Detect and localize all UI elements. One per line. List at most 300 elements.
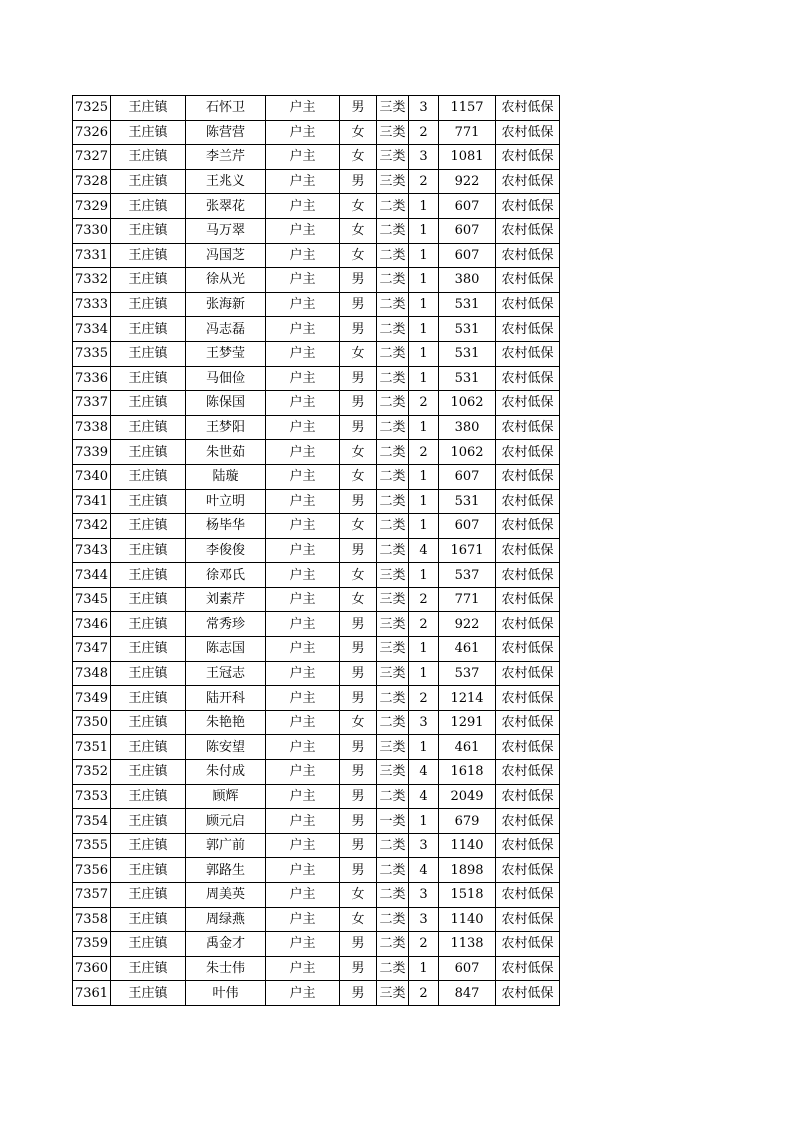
amount-cell: 1140 (439, 907, 496, 932)
row-number: 7335 (73, 341, 111, 366)
table-row (73, 981, 560, 1006)
row-number: 7357 (73, 883, 111, 908)
sex-cell: 男 (340, 489, 377, 514)
assistance-type-cell: 农村低保 (496, 538, 560, 563)
amount-cell: 922 (439, 612, 496, 637)
row-number: 7344 (73, 563, 111, 588)
amount-cell: 607 (439, 464, 496, 489)
role-cell: 户主 (266, 809, 340, 834)
row-number: 7328 (73, 169, 111, 194)
role-cell: 户主 (266, 341, 340, 366)
assistance-type-cell: 农村低保 (496, 243, 560, 268)
sex-cell: 男 (340, 809, 377, 834)
sex-cell: 男 (340, 612, 377, 637)
household-count-cell: 4 (409, 760, 439, 785)
amount-cell: 1671 (439, 538, 496, 563)
household-count-cell: 1 (409, 341, 439, 366)
town-cell: 王庄镇 (111, 145, 186, 170)
table-row (73, 637, 560, 662)
household-count-cell: 1 (409, 563, 439, 588)
assistance-type-cell: 农村低保 (496, 317, 560, 342)
town-cell: 王庄镇 (111, 391, 186, 416)
table-row (73, 883, 560, 908)
amount-cell: 537 (439, 661, 496, 686)
town-cell: 王庄镇 (111, 661, 186, 686)
class-cell: 三类 (377, 760, 409, 785)
row-number: 7339 (73, 440, 111, 465)
household-count-cell: 1 (409, 464, 439, 489)
row-number: 7355 (73, 833, 111, 858)
town-cell: 王庄镇 (111, 858, 186, 883)
table-row (73, 587, 560, 612)
row-number: 7326 (73, 120, 111, 145)
amount-cell: 1618 (439, 760, 496, 785)
row-number: 7347 (73, 637, 111, 662)
amount-cell: 607 (439, 243, 496, 268)
assistance-type-cell: 农村低保 (496, 710, 560, 735)
sex-cell: 男 (340, 415, 377, 440)
row-number: 7325 (73, 96, 111, 121)
assistance-type-cell: 农村低保 (496, 194, 560, 219)
row-number: 7358 (73, 907, 111, 932)
row-number: 7346 (73, 612, 111, 637)
sex-cell: 女 (340, 341, 377, 366)
town-cell: 王庄镇 (111, 120, 186, 145)
row-number: 7343 (73, 538, 111, 563)
class-cell: 三类 (377, 587, 409, 612)
sex-cell: 女 (340, 194, 377, 219)
class-cell: 二类 (377, 218, 409, 243)
table-row (73, 268, 560, 293)
town-cell: 王庄镇 (111, 464, 186, 489)
household-count-cell: 3 (409, 883, 439, 908)
role-cell: 户主 (266, 956, 340, 981)
household-count-cell: 4 (409, 858, 439, 883)
name-cell: 陆璇 (186, 464, 266, 489)
table-row (73, 317, 560, 342)
household-count-cell: 3 (409, 710, 439, 735)
class-cell: 二类 (377, 710, 409, 735)
row-number: 7345 (73, 587, 111, 612)
table-row (73, 341, 560, 366)
class-cell: 二类 (377, 858, 409, 883)
assistance-type-cell: 农村低保 (496, 883, 560, 908)
name-cell: 陆开科 (186, 686, 266, 711)
town-cell: 王庄镇 (111, 907, 186, 932)
table-row (73, 563, 560, 588)
household-count-cell: 4 (409, 538, 439, 563)
role-cell: 户主 (266, 587, 340, 612)
household-count-cell: 1 (409, 292, 439, 317)
name-cell: 张翠花 (186, 194, 266, 219)
role-cell: 户主 (266, 907, 340, 932)
amount-cell: 1062 (439, 391, 496, 416)
name-cell: 周绿燕 (186, 907, 266, 932)
town-cell: 王庄镇 (111, 784, 186, 809)
table-row (73, 243, 560, 268)
role-cell: 户主 (266, 833, 340, 858)
amount-cell: 1291 (439, 710, 496, 735)
name-cell: 杨毕华 (186, 514, 266, 539)
row-number: 7333 (73, 292, 111, 317)
class-cell: 二类 (377, 538, 409, 563)
assistance-type-cell: 农村低保 (496, 268, 560, 293)
amount-cell: 1898 (439, 858, 496, 883)
table-row (73, 538, 560, 563)
amount-cell: 1062 (439, 440, 496, 465)
class-cell: 二类 (377, 268, 409, 293)
table-row (73, 366, 560, 391)
sex-cell: 男 (340, 268, 377, 293)
row-number: 7352 (73, 760, 111, 785)
town-cell: 王庄镇 (111, 268, 186, 293)
class-cell: 二类 (377, 440, 409, 465)
class-cell: 三类 (377, 612, 409, 637)
name-cell: 刘素芹 (186, 587, 266, 612)
name-cell: 王梦阳 (186, 415, 266, 440)
role-cell: 户主 (266, 612, 340, 637)
assistance-type-cell: 农村低保 (496, 907, 560, 932)
sex-cell: 女 (340, 907, 377, 932)
sex-cell: 女 (340, 587, 377, 612)
amount-cell: 1518 (439, 883, 496, 908)
sex-cell: 男 (340, 784, 377, 809)
role-cell: 户主 (266, 120, 340, 145)
role-cell: 户主 (266, 784, 340, 809)
household-count-cell: 2 (409, 587, 439, 612)
town-cell: 王庄镇 (111, 710, 186, 735)
role-cell: 户主 (266, 292, 340, 317)
sex-cell: 男 (340, 391, 377, 416)
name-cell: 朱付成 (186, 760, 266, 785)
table-row (73, 464, 560, 489)
table-row (73, 661, 560, 686)
class-cell: 三类 (377, 563, 409, 588)
row-number: 7342 (73, 514, 111, 539)
role-cell: 户主 (266, 686, 340, 711)
amount-cell: 922 (439, 169, 496, 194)
amount-cell: 607 (439, 194, 496, 219)
role-cell: 户主 (266, 858, 340, 883)
town-cell: 王庄镇 (111, 194, 186, 219)
household-count-cell: 2 (409, 440, 439, 465)
amount-cell: 1140 (439, 833, 496, 858)
town-cell: 王庄镇 (111, 883, 186, 908)
assistance-type-cell: 农村低保 (496, 489, 560, 514)
row-number: 7356 (73, 858, 111, 883)
amount-cell: 607 (439, 218, 496, 243)
sex-cell: 女 (340, 243, 377, 268)
assistance-type-cell: 农村低保 (496, 120, 560, 145)
role-cell: 户主 (266, 563, 340, 588)
role-cell: 户主 (266, 710, 340, 735)
name-cell: 朱士伟 (186, 956, 266, 981)
assistance-type-cell: 农村低保 (496, 612, 560, 637)
role-cell: 户主 (266, 317, 340, 342)
table-row (73, 169, 560, 194)
name-cell: 陈营营 (186, 120, 266, 145)
household-count-cell: 2 (409, 686, 439, 711)
household-count-cell: 2 (409, 391, 439, 416)
town-cell: 王庄镇 (111, 637, 186, 662)
amount-cell: 531 (439, 366, 496, 391)
table-row (73, 932, 560, 957)
table-row (73, 858, 560, 883)
sex-cell: 男 (340, 292, 377, 317)
sex-cell: 女 (340, 218, 377, 243)
household-count-cell: 1 (409, 809, 439, 834)
sex-cell: 男 (340, 538, 377, 563)
town-cell: 王庄镇 (111, 833, 186, 858)
row-number: 7360 (73, 956, 111, 981)
amount-cell: 531 (439, 317, 496, 342)
name-cell: 郭路生 (186, 858, 266, 883)
name-cell: 陈安望 (186, 735, 266, 760)
name-cell: 朱世茹 (186, 440, 266, 465)
class-cell: 三类 (377, 120, 409, 145)
role-cell: 户主 (266, 883, 340, 908)
household-count-cell: 1 (409, 956, 439, 981)
household-count-cell: 3 (409, 96, 439, 121)
table-row (73, 145, 560, 170)
class-cell: 三类 (377, 169, 409, 194)
table-row (73, 218, 560, 243)
class-cell: 三类 (377, 96, 409, 121)
row-number: 7332 (73, 268, 111, 293)
table-row (73, 809, 560, 834)
table-row (73, 612, 560, 637)
role-cell: 户主 (266, 637, 340, 662)
row-number: 7329 (73, 194, 111, 219)
sex-cell: 女 (340, 710, 377, 735)
class-cell: 二类 (377, 366, 409, 391)
role-cell: 户主 (266, 243, 340, 268)
table-row (73, 735, 560, 760)
table-row (73, 907, 560, 932)
class-cell: 二类 (377, 243, 409, 268)
class-cell: 二类 (377, 932, 409, 957)
row-number: 7350 (73, 710, 111, 735)
amount-cell: 771 (439, 120, 496, 145)
table-row (73, 784, 560, 809)
assistance-type-cell: 农村低保 (496, 760, 560, 785)
sex-cell: 男 (340, 760, 377, 785)
class-cell: 二类 (377, 784, 409, 809)
assistance-type-cell: 农村低保 (496, 735, 560, 760)
amount-cell: 1214 (439, 686, 496, 711)
class-cell: 二类 (377, 489, 409, 514)
town-cell: 王庄镇 (111, 218, 186, 243)
class-cell: 二类 (377, 956, 409, 981)
role-cell: 户主 (266, 169, 340, 194)
row-number: 7348 (73, 661, 111, 686)
table-row (73, 514, 560, 539)
row-number: 7361 (73, 981, 111, 1006)
class-cell: 二类 (377, 686, 409, 711)
class-cell: 二类 (377, 907, 409, 932)
assistance-type-cell: 农村低保 (496, 858, 560, 883)
assistance-type-cell: 农村低保 (496, 932, 560, 957)
town-cell: 王庄镇 (111, 243, 186, 268)
household-count-cell: 1 (409, 194, 439, 219)
assistance-type-cell: 农村低保 (496, 661, 560, 686)
name-cell: 禹金才 (186, 932, 266, 957)
name-cell: 王梦莹 (186, 341, 266, 366)
class-cell: 三类 (377, 637, 409, 662)
amount-cell: 380 (439, 268, 496, 293)
table-row (73, 391, 560, 416)
sex-cell: 男 (340, 956, 377, 981)
town-cell: 王庄镇 (111, 612, 186, 637)
assistance-type-cell: 农村低保 (496, 292, 560, 317)
amount-cell: 461 (439, 735, 496, 760)
row-number: 7330 (73, 218, 111, 243)
town-cell: 王庄镇 (111, 956, 186, 981)
name-cell: 冯国芝 (186, 243, 266, 268)
assistance-type-cell: 农村低保 (496, 366, 560, 391)
household-count-cell: 1 (409, 317, 439, 342)
sex-cell: 男 (340, 317, 377, 342)
name-cell: 朱艳艳 (186, 710, 266, 735)
town-cell: 王庄镇 (111, 169, 186, 194)
household-count-cell: 4 (409, 784, 439, 809)
assistance-type-cell: 农村低保 (496, 809, 560, 834)
name-cell: 李兰芹 (186, 145, 266, 170)
assistance-type-cell: 农村低保 (496, 637, 560, 662)
row-number: 7349 (73, 686, 111, 711)
amount-cell: 2049 (439, 784, 496, 809)
amount-cell: 679 (439, 809, 496, 834)
household-count-cell: 2 (409, 120, 439, 145)
household-count-cell: 1 (409, 637, 439, 662)
role-cell: 户主 (266, 661, 340, 686)
household-count-cell: 1 (409, 366, 439, 391)
town-cell: 王庄镇 (111, 317, 186, 342)
class-cell: 二类 (377, 883, 409, 908)
town-cell: 王庄镇 (111, 809, 186, 834)
class-cell: 三类 (377, 981, 409, 1006)
row-number: 7336 (73, 366, 111, 391)
sex-cell: 女 (340, 883, 377, 908)
amount-cell: 531 (439, 489, 496, 514)
household-count-cell: 2 (409, 612, 439, 637)
sex-cell: 男 (340, 858, 377, 883)
class-cell: 三类 (377, 735, 409, 760)
class-cell: 二类 (377, 194, 409, 219)
town-cell: 王庄镇 (111, 932, 186, 957)
class-cell: 二类 (377, 391, 409, 416)
amount-cell: 1138 (439, 932, 496, 957)
sex-cell: 女 (340, 120, 377, 145)
name-cell: 马万翠 (186, 218, 266, 243)
town-cell: 王庄镇 (111, 514, 186, 539)
sex-cell: 男 (340, 96, 377, 121)
role-cell: 户主 (266, 366, 340, 391)
amount-cell: 607 (439, 956, 496, 981)
sex-cell: 男 (340, 661, 377, 686)
assistance-type-cell: 农村低保 (496, 169, 560, 194)
role-cell: 户主 (266, 735, 340, 760)
name-cell: 石怀卫 (186, 96, 266, 121)
name-cell: 叶伟 (186, 981, 266, 1006)
class-cell: 三类 (377, 661, 409, 686)
row-number: 7341 (73, 489, 111, 514)
name-cell: 王兆义 (186, 169, 266, 194)
role-cell: 户主 (266, 96, 340, 121)
sex-cell: 男 (340, 735, 377, 760)
role-cell: 户主 (266, 981, 340, 1006)
roster-body (73, 96, 560, 1006)
class-cell: 二类 (377, 514, 409, 539)
amount-cell: 1157 (439, 96, 496, 121)
sex-cell: 女 (340, 145, 377, 170)
assistance-type-cell: 农村低保 (496, 587, 560, 612)
table-row (73, 686, 560, 711)
sex-cell: 女 (340, 464, 377, 489)
table-row (73, 833, 560, 858)
sex-cell: 女 (340, 563, 377, 588)
household-count-cell: 3 (409, 833, 439, 858)
household-count-cell: 1 (409, 268, 439, 293)
name-cell: 徐邓氏 (186, 563, 266, 588)
town-cell: 王庄镇 (111, 341, 186, 366)
household-count-cell: 1 (409, 489, 439, 514)
town-cell: 王庄镇 (111, 538, 186, 563)
role-cell: 户主 (266, 464, 340, 489)
class-cell: 二类 (377, 317, 409, 342)
sex-cell: 女 (340, 514, 377, 539)
town-cell: 王庄镇 (111, 366, 186, 391)
roster-table (72, 95, 560, 1006)
table-row (73, 96, 560, 121)
table-row (73, 292, 560, 317)
assistance-type-cell: 农村低保 (496, 440, 560, 465)
town-cell: 王庄镇 (111, 760, 186, 785)
table-row (73, 956, 560, 981)
name-cell: 陈保国 (186, 391, 266, 416)
assistance-type-cell: 农村低保 (496, 464, 560, 489)
name-cell: 叶立明 (186, 489, 266, 514)
name-cell: 陈志国 (186, 637, 266, 662)
assistance-type-cell: 农村低保 (496, 514, 560, 539)
class-cell: 二类 (377, 292, 409, 317)
row-number: 7327 (73, 145, 111, 170)
household-count-cell: 3 (409, 145, 439, 170)
town-cell: 王庄镇 (111, 440, 186, 465)
assistance-type-cell: 农村低保 (496, 218, 560, 243)
town-cell: 王庄镇 (111, 587, 186, 612)
assistance-type-cell: 农村低保 (496, 415, 560, 440)
name-cell: 冯志磊 (186, 317, 266, 342)
town-cell: 王庄镇 (111, 981, 186, 1006)
sex-cell: 男 (340, 932, 377, 957)
assistance-type-cell: 农村低保 (496, 145, 560, 170)
household-count-cell: 1 (409, 415, 439, 440)
role-cell: 户主 (266, 218, 340, 243)
class-cell: 二类 (377, 833, 409, 858)
role-cell: 户主 (266, 440, 340, 465)
assistance-type-cell: 农村低保 (496, 686, 560, 711)
role-cell: 户主 (266, 489, 340, 514)
class-cell: 三类 (377, 145, 409, 170)
role-cell: 户主 (266, 514, 340, 539)
role-cell: 户主 (266, 760, 340, 785)
assistance-type-cell: 农村低保 (496, 341, 560, 366)
amount-cell: 380 (439, 415, 496, 440)
table-row (73, 415, 560, 440)
household-count-cell: 1 (409, 218, 439, 243)
class-cell: 二类 (377, 341, 409, 366)
